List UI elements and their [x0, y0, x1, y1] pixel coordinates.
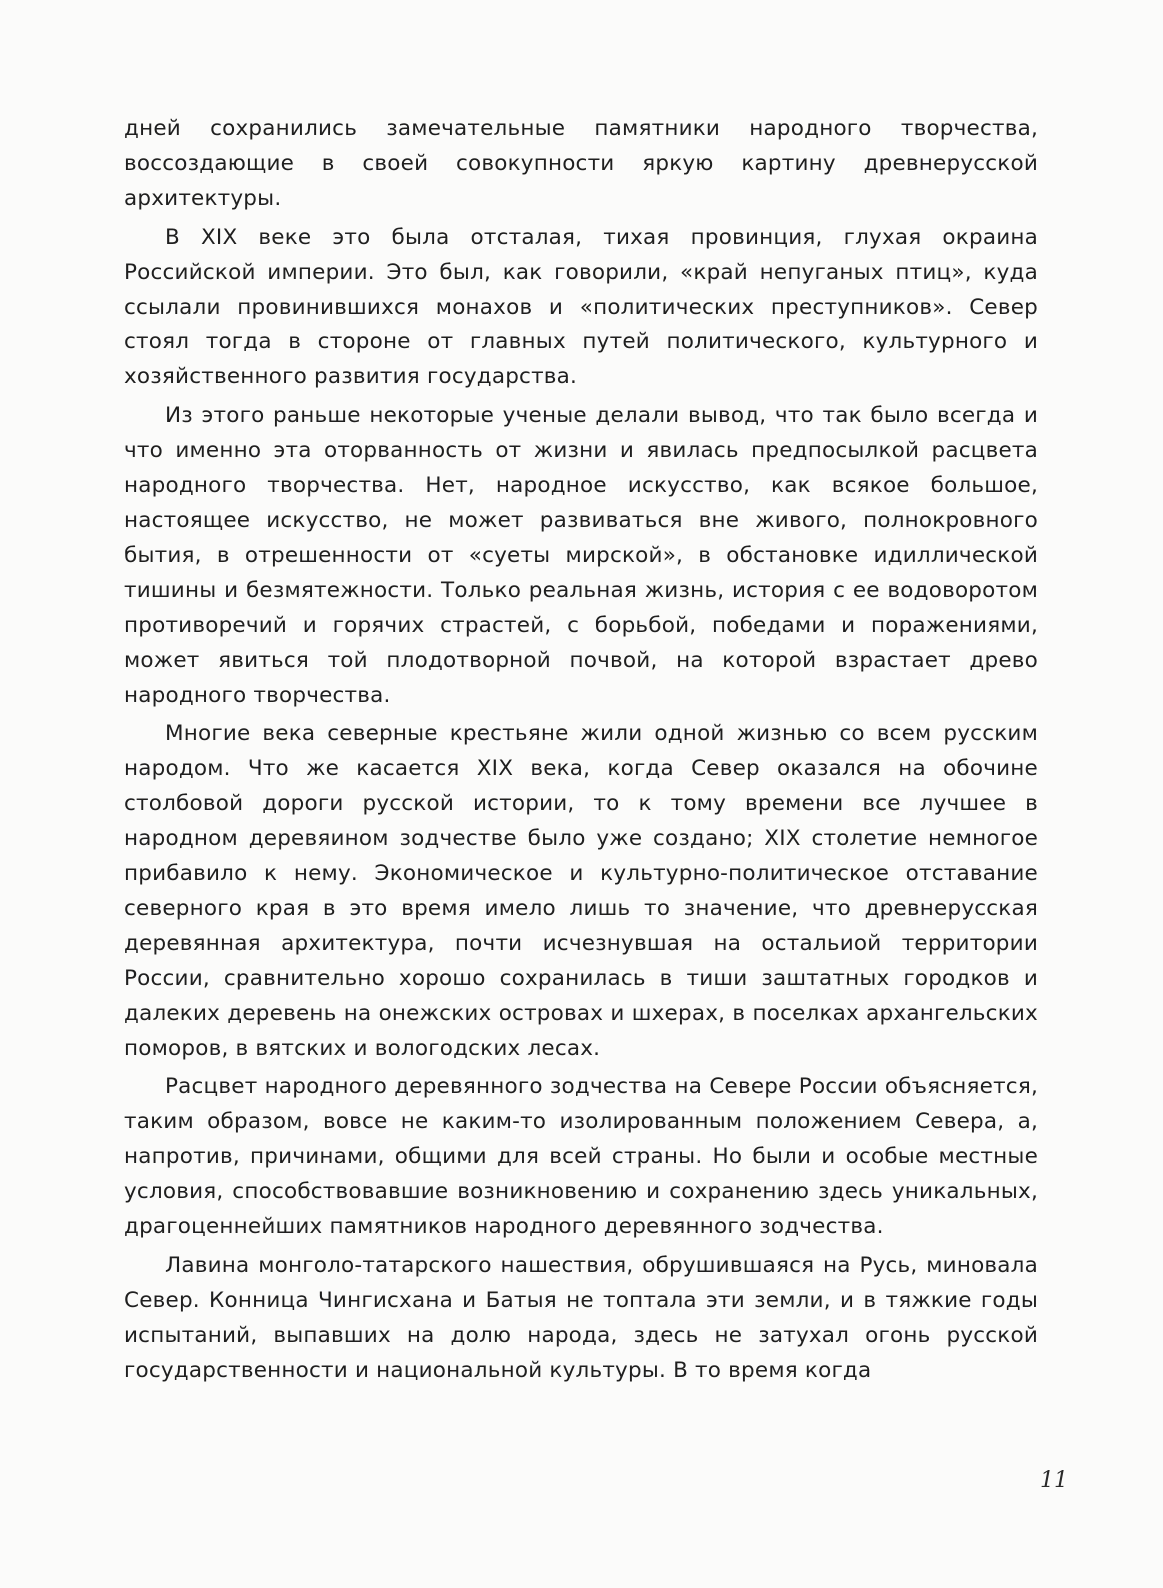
- paragraph-5: Расцвет народного деревянного зодчества на Севере России объясняется, таким образом, вовсе не каким-то изолированным положением Севера, а, напротив, причинами, общими для всей страны. Но были и особые местные условия, способствовавшие возникновению и сохранению здесь уникальных, драгоценнейших памятников народного деревянного зодчества.: [124, 1074, 1038, 1240]
- paragraph-3: Из этого раньше некоторые ученые делали вывод, что так было всегда и что именно эта оторванность от жизни и явилась предпосылкой расцвета народного творчества. Нет, народное искусство, как всякое большое, настоящее искусство, не может развиваться вне живого, полнокровного бытия, в отрешенности от «суеты мирской», в обстановке идиллической тишины и безмятежности. Только реальная жизнь, история с ее водоворотом противоречий и горячих страстей, с борьбой, победами и поражениями, может явиться той плодотворной почвой, на которой взрастает древо народного творчества.: [124, 403, 1038, 708]
- body-text: [124, 112, 1038, 1389]
- paragraph-1: дней сохранились замечательные памятники народного творчества, воссоздающие в своей совокупности яркую картину древнерусской архитектуры.: [124, 116, 1038, 211]
- paragraph-6: Лавина монголо-татарского нашествия, обрушившаяся на Русь, миновала Север. Конница Чингисхана и Батыя не топтала эти земли, и в тяжкие годы испытаний, выпавших на долю народа, здесь не затухал огонь русской государственности и национальной культуры. В то время когда: [124, 1253, 1038, 1383]
- page-number: 11: [1040, 1468, 1068, 1493]
- paragraph-4: Многие века северные крестьяне жили одной жизнью со всем русским народом. Что же касается XIX века, когда Север оказался на обочине столбовой дороги русской истории, то к тому времени все лучшее в народном деревяином зодчестве было уже создано; XIX столетие немногое прибавило к нему. Экономическое и культурно-политическое отставание северного края в это время имело лишь то значение, что древнерусская деревянная архитектура, почти исчезнувшая на остальиой территории России, сравнительно хорошо сохранилась в тиши заштатных городков и далеких деревень на онежских островах и шхерах, в поселках архангельских поморов, в вятских и вологодских лесах.: [124, 721, 1038, 1061]
- paragraph-2: В XIX веке это была отсталая, тихая провинция, глухая окраина Российской империи. Это был, как говорили, «край непуганых птиц», куда ссылали провинившихся монахов и «политических преступников». Север стоял тогда в стороне от главных путей политического, культурного и хозяйственного развития государства.: [124, 224, 1038, 390]
